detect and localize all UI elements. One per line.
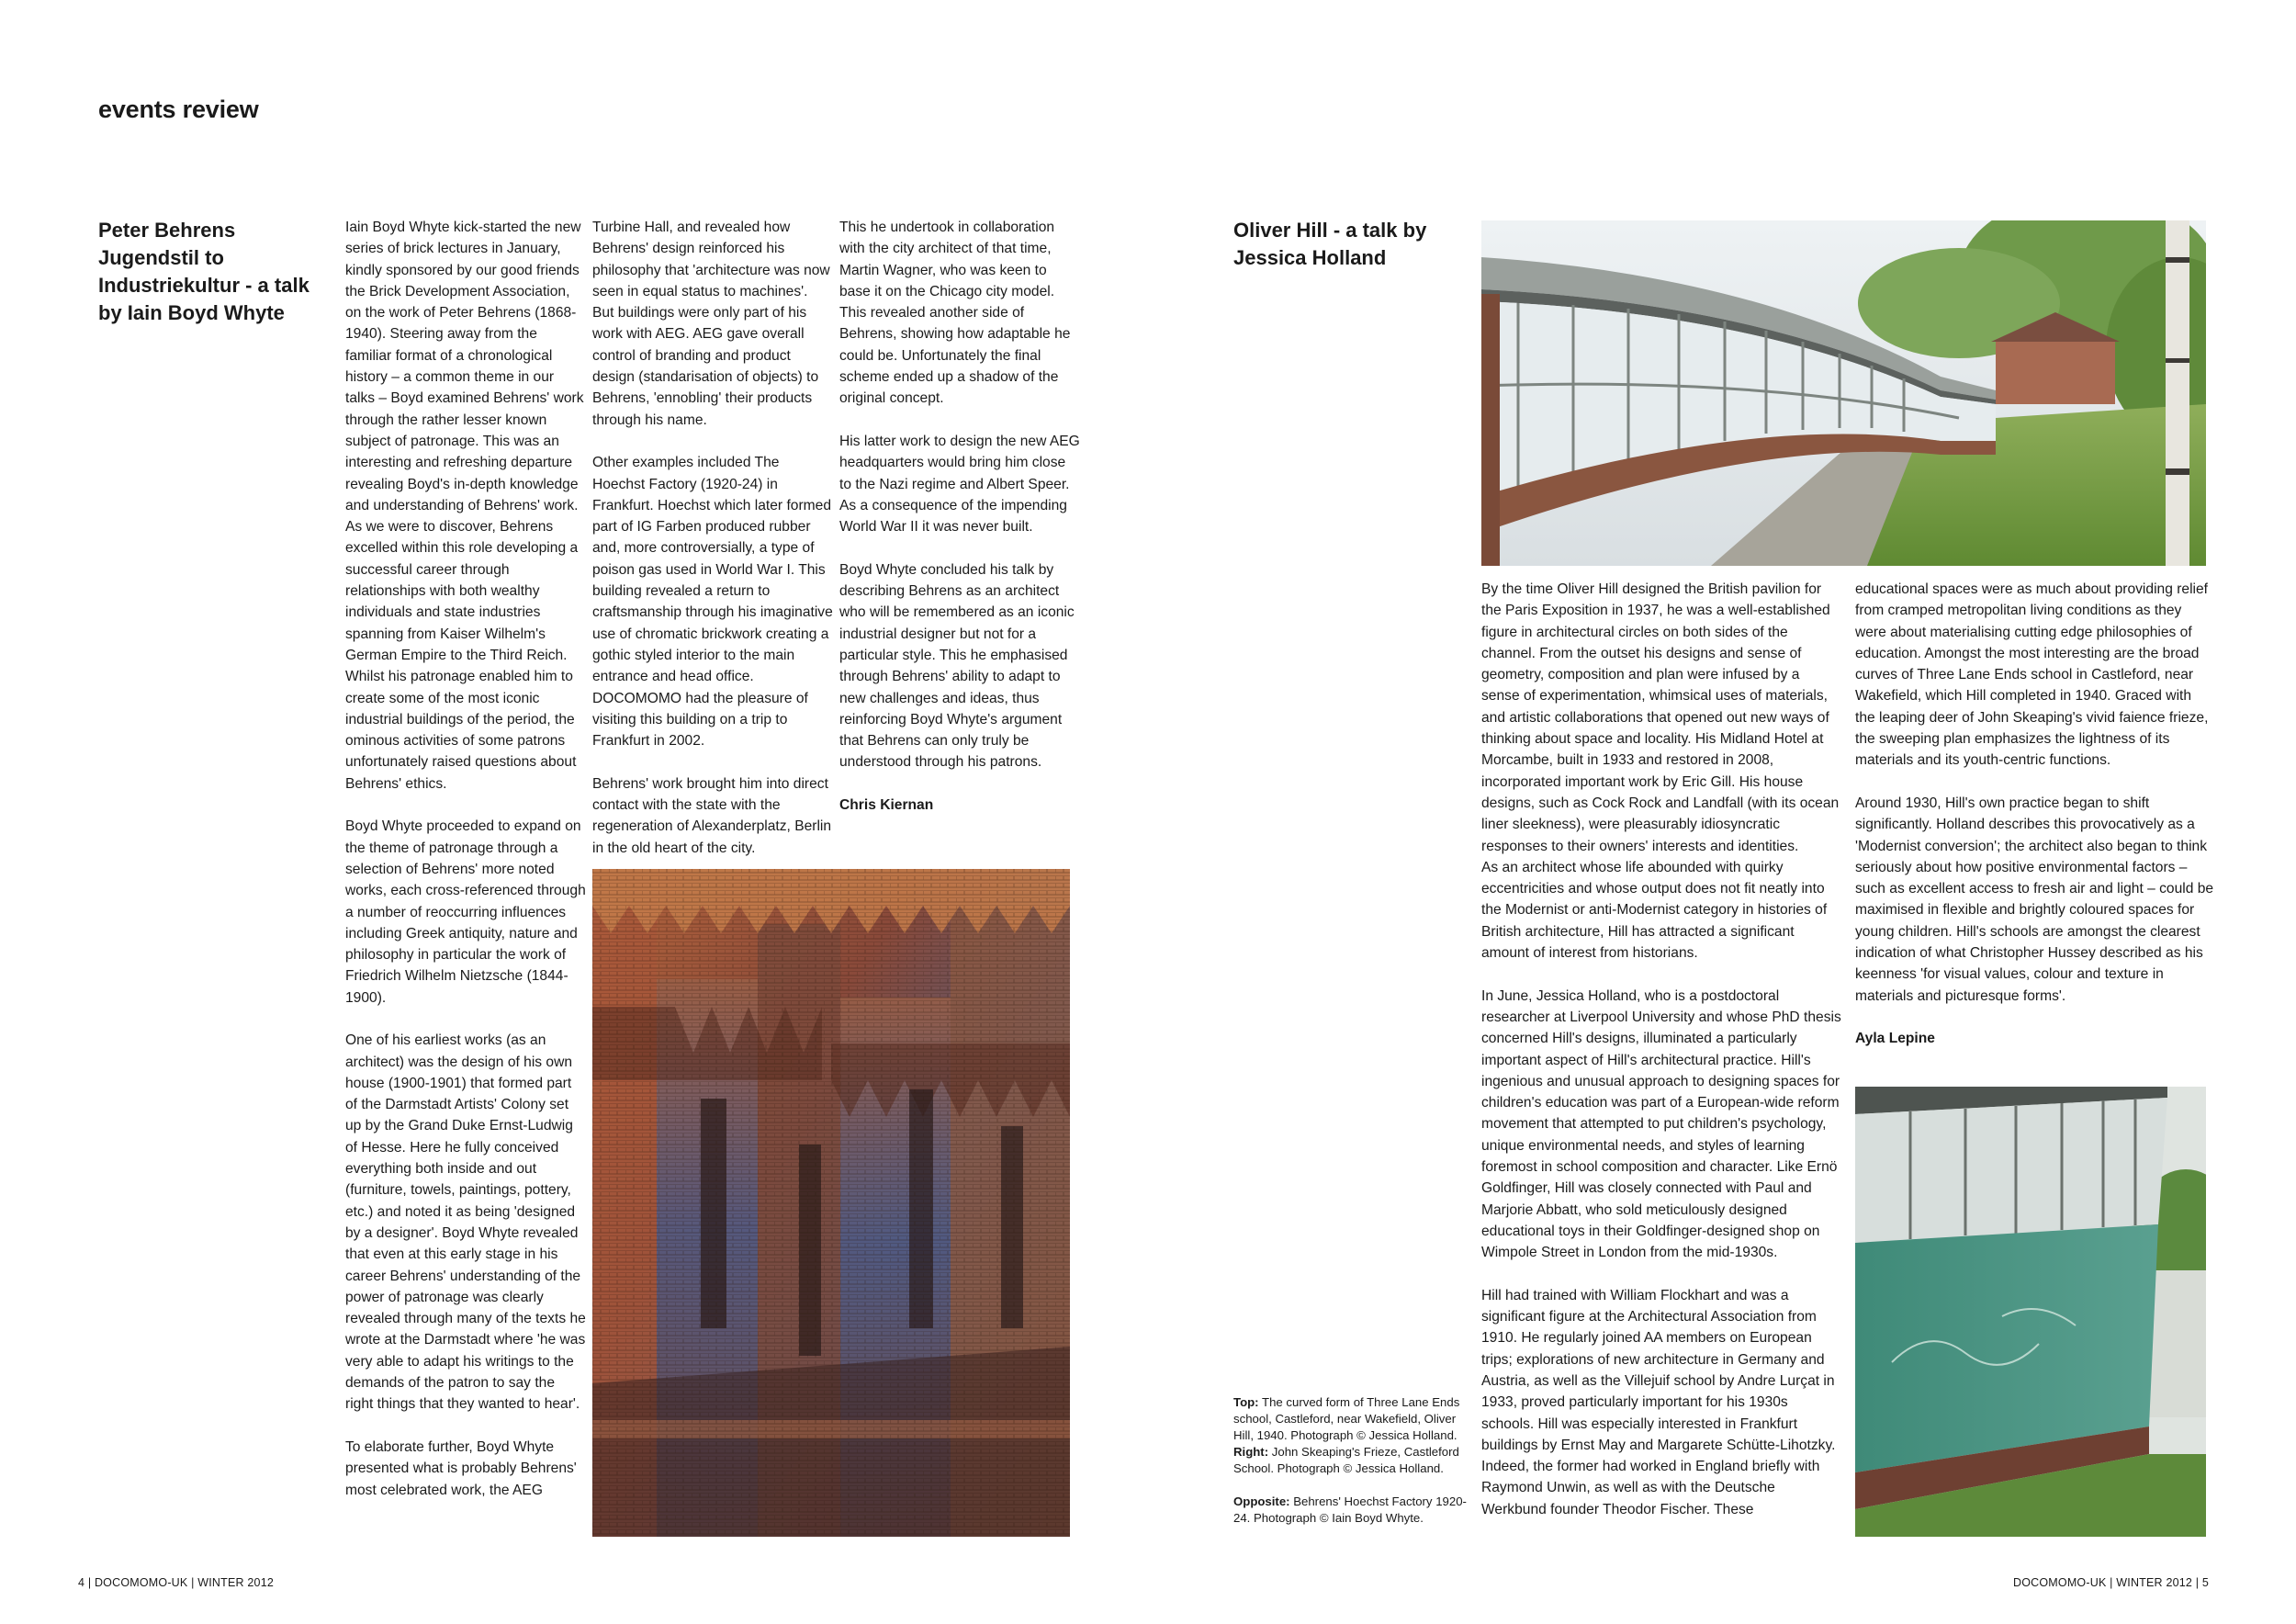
caption-top xyxy=(1233,1394,1472,1444)
paragraph: Around 1930, Hill's own practice began to shift significantly. Holland describes this provocatively as a 'Modernist conversion'; the architect also began to think seriously about how positive environmental factors – such as excellent access to fresh air and light – could be maximised in flexible and brightly coloured spaces for young children. Hill's schools are amongst the clearest indication of what Christopher Hussey described as his keenness 'for visual values, colour and texture in materials and picturesque forms'. xyxy=(1855,795,2214,1004)
caption-opposite xyxy=(1233,1494,1472,1527)
caption-label: Right: xyxy=(1233,1445,1269,1459)
caption-text: John Skeaping's Frieze, Castleford School. Photograph © Jessica Holland. xyxy=(1233,1445,1459,1475)
caption-text: Behrens' Hoechst Factory 1920-24. Photograph © Iain Boyd Whyte. xyxy=(1233,1494,1467,1525)
footer-left: 4 | DOCOMOMO-UK | WINTER 2012 xyxy=(78,1576,275,1589)
author-byline: Chris Kiernan xyxy=(839,797,934,814)
paragraph: Boyd Whyte concluded his talk by describing Behrens as an architect who will be remembered as an iconic industrial designer but not for a particular style. This he emphasised through Behrens' ability to adapt to new challenges and ideas, thus reinforcing Boyd Whyte's argument that Behrens can only truly be understood through his patrons. xyxy=(839,561,1075,771)
article1-title: Peter Behrens Jugendstil to Industriekultur - a talk by Iain Boyd Whyte xyxy=(98,219,310,324)
paragraph: His latter work to design the new AEG headquarters would bring him close to the Nazi regime and Albert Speer. As a consequence of the impending World War II it was never built. xyxy=(839,433,1080,536)
paragraph: One of his earliest works (as an architect) was the design of his own house (1900-1901) that formed part of the Darmstadt Artists' Colony set up by the Grand Duke Ernst-Ludwig of Hesse. Here he fully conceived everything both inside and out (furniture, towels, paintings, pottery, etc.) and noted it as being 'designed by a designer'. Boyd Whyte revealed that even at this early stage in his career Behrens' understanding of the power of patronage was clearly revealed through many of the texts he wrote at the Darmstadt where 'he was very able to adapt his writings to the demands of the patron to say the right things that they wanted to hear'. xyxy=(345,1032,586,1413)
paragraph: Other examples included The Hoechst Factory (1920-24) in Frankfurt. Hoechst which later formed part of IG Farben produced rubber and, more controversially, a type of poison gas used in World War I. This building revealed a return to craftsmanship through his imaginative use of chromatic brickwork creating a gothic styled interior to the main entrance and head office. DOCOMOMO had the pleasure of visiting this building on a trip to Frankfurt in 2002. xyxy=(592,455,833,750)
article1-column-2 xyxy=(592,217,833,859)
paragraph: To elaborate further, Boyd Whyte presented what is probably Behrens' most celebrated work, the AEG xyxy=(345,1438,577,1498)
photo-captions xyxy=(1233,1394,1472,1527)
footer-right: DOCOMOMO-UK | WINTER 2012 | 5 xyxy=(2012,1576,2209,1589)
paragraph: As an architect whose life abounded with quirky eccentricities and whose output does not fit neatly into the Modernist or anti-Modernist category in histories of British architecture, Hill has attracted a significant amount of interest from historians. xyxy=(1481,859,1828,962)
brick-facade-photo xyxy=(592,869,1070,1537)
article2-column-1 xyxy=(1481,579,1841,1520)
article2-title: Oliver Hill - a talk by Jessica Holland xyxy=(1233,219,1427,269)
article1-column-3 xyxy=(839,217,1080,838)
section-label: events review xyxy=(98,96,259,123)
paragraph: By the time Oliver Hill designed the British pavilion for the Paris Exposition in 1937, he was a well-established figure in architectural circles on both sides of the channel. From the outset his designs and sense of geometry, composition and plan were infused by a sense of experimentation, whimsical uses of materials, and artistic collaborations that opened out new ways of thinking about space and locality. His Midland Hotel at Morcambe, built in 1933 and restored in 2008, incorporated important work by Eric Gill. His house designs, such as Cock Rock and Landfall (with its ocean liner sleekness), were pleasurably idiosyncratic responses to their owners' interests and identities. xyxy=(1481,581,1840,854)
caption-label: Top: xyxy=(1233,1395,1259,1409)
paragraph: Turbine Hall, and revealed how Behrens' design reinforced his philosophy that 'architecture was now seen in equal status to machines'. But buildings were only part of his work with AEG. AEG gave overall control of branding and product design (standarisation of objects) to Behrens, 'ennobling' their products through his name. xyxy=(592,220,830,428)
curved-school-photo xyxy=(1481,220,2206,566)
caption-label: Opposite: xyxy=(1233,1494,1290,1508)
paragraph: This he undertook in collaboration with the city architect of that time, Martin Wagner, who was keen to base it on the Chicago city model. This revealed another side of Behrens, showing how adaptable he could be. Unfortunately the final scheme ended up a shadow of the original concept. xyxy=(839,220,1071,407)
paragraph: educational spaces were as much about providing relief from cramped metropolitan living conditions as they were about materialising cutting edge philosophies of education. Amongst the most interesting are the broad curves of Three Lane Ends school in Castleford, near Wakefield, which Hill completed in 1940. Graced with the leaping deer of John Skeaping's vivid faience frieze, the sweeping plan emphasizes the lightness of its materials and its youth-centric functions. xyxy=(1855,581,2209,769)
paragraph: Iain Boyd Whyte kick-started the new series of brick lectures in January, kindly sponsored by our good friends the Brick Development Association, on the work of Peter Behrens (1868-1940). Steering away from the familiar format of a chronological history – a common theme in our talks – Boyd examined Behrens' work through the rather lesser known subject of patronage. This was an interesting and refreshing departure revealing Boyd's in-depth knowledge and understanding of Behrens' work. As we were to discover, Behrens excelled within this role developing a successful career through relationships with both wealthy individuals and state industries spanning from Kaiser Wilhelm's German Empire to the Third Reich. Whilst his patronage enabled him to create some of the most iconic industrial buildings of the period, the ominous activities of some patrons unfortunately raised questions about Behrens' ethics. xyxy=(345,220,584,792)
author-byline: Ayla Lepine xyxy=(1855,1031,1935,1047)
paragraph: Boyd Whyte proceeded to expand on the theme of patronage through a selection of Behrens' more noted works, each cross-referenced through a number of reoccurring influences including Greek antiquity, nature and philosophy in particular the work of Friedrich Wilhelm Nietzsche (1844-1900). xyxy=(345,818,586,1006)
paragraph: Behrens' work brought him into direct contact with the state with the regeneration of Alexanderplatz, Berlin in the old heart of the city. xyxy=(592,775,832,856)
paragraph: Hill had trained with William Flockhart and was a significant figure at the Architectural Association from 1910. He regularly joined AA members on European trips; explorations of new architecture in Germany and Austria, as well as the Villejuif school by Andre Lurçat in 1933, proved particularly important for his 1930s schools. Hill was especially interested in Frankfurt buildings by Ernst May and Margarete Schütte-Lihotzky. Indeed, the former had worked in England briefly with Raymond Unwin, as well as with the Deutsche Werkbund founder Theodor Fischer. These xyxy=(1481,1287,1836,1517)
green-frieze-photo xyxy=(1855,1087,2206,1537)
article1-column-1 xyxy=(345,217,586,1501)
caption-right xyxy=(1233,1444,1472,1477)
paragraph: In June, Jessica Holland, who is a postdoctoral researcher at Liverpool University and whose PhD thesis concerned Hill's designs, illuminated a particularly important aspect of Hill's architectural practice. Hill's ingenious and unusual approach to designing spaces for children's education was part of a European-wide reform movement that attempted to put children's psychology, unique environmental needs, and styles of learning foremost in school composition and character. Like Ernö Goldfinger, Hill was closely connected with Paul and Marjorie Abbatt, who sold meticulously designed educational toys in their Goldfinger-designed shop on Wimpole Street in London from the mid-1930s. xyxy=(1481,987,1841,1261)
article2-column-2 xyxy=(1855,579,2215,1071)
caption-text: The curved form of Three Lane Ends school, Castleford, near Wakefield, Oliver Hill, 1940. Photograph © Jessica Holland. xyxy=(1233,1395,1460,1442)
